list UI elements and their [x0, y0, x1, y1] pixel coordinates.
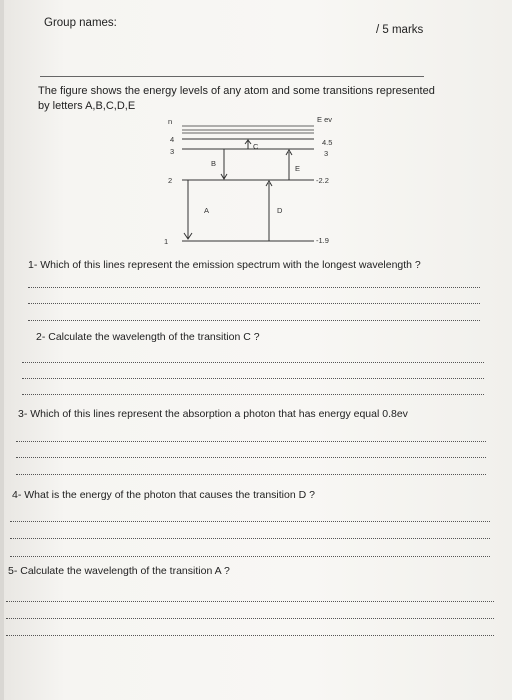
transition-e-label: E [295, 164, 301, 173]
level-3-energy: 3 [324, 149, 329, 158]
marks-label: / 5 marks [376, 24, 424, 36]
question-1: 1- Which of this lines represent the emission spectrum with the longest wavelength ? [28, 259, 421, 271]
answer-line[interactable] [28, 303, 480, 304]
transition-b-label: B [211, 159, 217, 168]
answer-line[interactable] [6, 601, 494, 602]
level-1-n: 1 [164, 237, 169, 246]
question-2: 2- Calculate the wavelength of the transition C ? [36, 331, 260, 343]
worksheet-page [4, 0, 512, 700]
level-4-n: 4 [170, 135, 175, 144]
level-3-n: 3 [170, 147, 175, 156]
answer-line[interactable] [16, 474, 486, 475]
energy-level-diagram [144, 112, 354, 252]
question-3: 3- Which of this lines represent the absorption a photon that has energy equal 0.8ev [18, 408, 408, 420]
answer-line[interactable] [28, 287, 480, 288]
energy-axis-header: E ev [317, 115, 333, 124]
answer-line[interactable] [22, 362, 484, 363]
answer-line[interactable] [16, 457, 486, 458]
answer-line[interactable] [28, 320, 480, 321]
answer-line[interactable] [22, 378, 484, 379]
level-1-energy: -1.9 [316, 236, 329, 245]
level-2-n: 2 [168, 176, 173, 185]
header-divider [40, 76, 424, 77]
group-names-label: Group names: [44, 17, 117, 29]
transition-d-label: D [277, 206, 283, 215]
answer-line[interactable] [10, 556, 490, 557]
answer-line[interactable] [22, 394, 484, 395]
answer-line[interactable] [16, 441, 486, 442]
level-2-energy: -2.2 [316, 176, 329, 185]
transition-a-label: A [204, 206, 210, 215]
level-4-energy: 4.5 [322, 138, 333, 147]
answer-line[interactable] [6, 618, 494, 619]
intro-text: The figure shows the energy levels of any atom and some transitions represented by letters A,B,C,D,E [38, 85, 435, 112]
question-4: 4- What is the energy of the photon that causes the transition D ? [12, 489, 315, 501]
answer-line[interactable] [10, 521, 490, 522]
transition-c-label: C [253, 142, 259, 151]
n-axis-header: n [168, 117, 173, 126]
answer-line[interactable] [10, 538, 490, 539]
answer-line[interactable] [6, 635, 494, 636]
question-5: 5- Calculate the wavelength of the transition A ? [8, 565, 230, 577]
